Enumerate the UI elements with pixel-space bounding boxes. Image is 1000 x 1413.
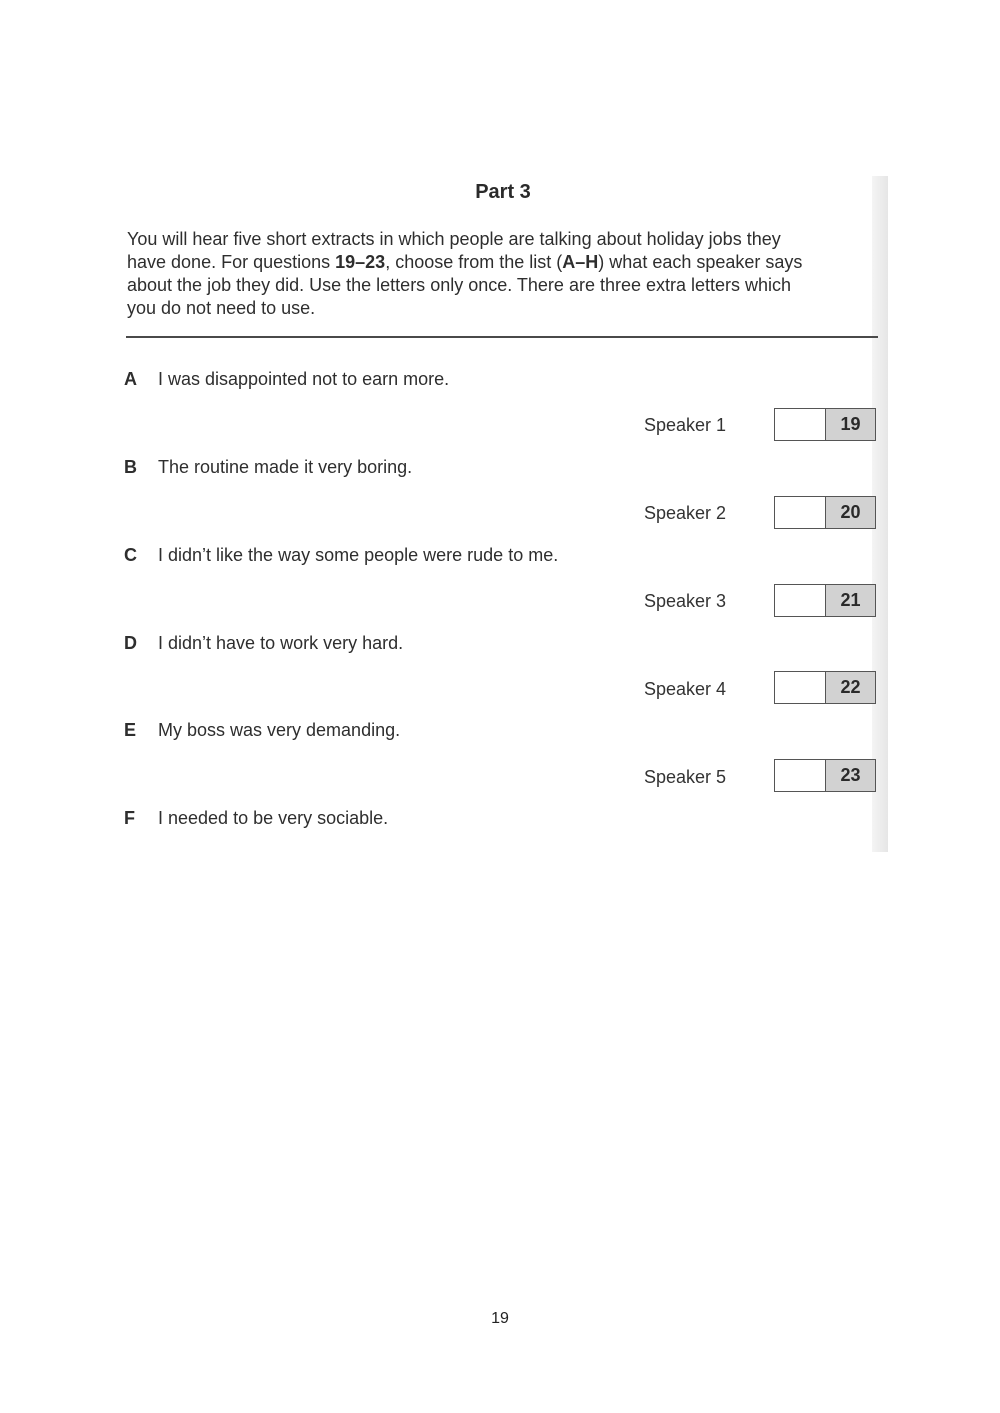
option-text: The routine made it very boring. — [158, 457, 413, 477]
speaker-1-label: Speaker 1 — [644, 415, 727, 435]
option-letter: B — [124, 457, 137, 477]
option-b — [124, 457, 412, 478]
instructions-line-3: about the job they did. Use the letters only once. There are three extra letters which — [127, 275, 792, 295]
instructions — [127, 228, 879, 320]
instructions-line-2: have done. For questions 19–23, choose from the list (A–H) what each speaker says — [127, 252, 803, 272]
option-a — [124, 369, 449, 390]
speaker-4-answer-box — [774, 671, 876, 704]
speaker-3-answer-input[interactable] — [775, 585, 826, 616]
option-e — [124, 720, 400, 741]
option-letter: E — [124, 720, 137, 740]
speaker-2-label: Speaker 2 — [644, 503, 727, 523]
question-number: 20 — [826, 497, 875, 528]
option-text: I needed to be very sociable. — [158, 808, 389, 828]
option-text: My boss was very demanding. — [158, 720, 401, 740]
option-d — [124, 633, 403, 654]
option-letter: A — [124, 369, 137, 389]
question-number: 23 — [826, 760, 875, 791]
speaker-5-answer-input[interactable] — [775, 760, 826, 791]
option-f — [124, 808, 388, 829]
speaker-4-answer-input[interactable] — [775, 672, 826, 703]
speaker-3-label: Speaker 3 — [644, 591, 727, 611]
page-number: 19 — [491, 1310, 509, 1327]
question-number: 21 — [826, 585, 875, 616]
speaker-2-answer-box — [774, 496, 876, 529]
option-text: I didn’t like the way some people were rude to me. — [158, 545, 559, 565]
question-number: 19 — [826, 409, 875, 440]
divider-rule — [126, 336, 878, 338]
speaker-5-label: Speaker 5 — [644, 767, 727, 787]
speaker-1-answer-box — [774, 408, 876, 441]
instructions-line-4: you do not need to use. — [127, 298, 316, 318]
speaker-2-answer-input[interactable] — [775, 497, 826, 528]
speaker-5-answer-box — [774, 759, 876, 792]
option-letter: F — [124, 808, 135, 828]
option-text: I was disappointed not to earn more. — [158, 369, 450, 389]
instructions-line-1: You will hear five short extracts in which people are talking about holiday jobs they — [127, 229, 781, 249]
speaker-3-answer-box — [774, 584, 876, 617]
option-letter: C — [124, 545, 137, 565]
page-title: Part 3 — [475, 181, 531, 203]
option-letter: D — [124, 633, 137, 653]
question-number: 22 — [826, 672, 875, 703]
speaker-4-label: Speaker 4 — [644, 679, 727, 699]
option-c — [124, 545, 558, 566]
speaker-1-answer-input[interactable] — [775, 409, 826, 440]
option-text: I didn’t have to work very hard. — [158, 633, 404, 653]
